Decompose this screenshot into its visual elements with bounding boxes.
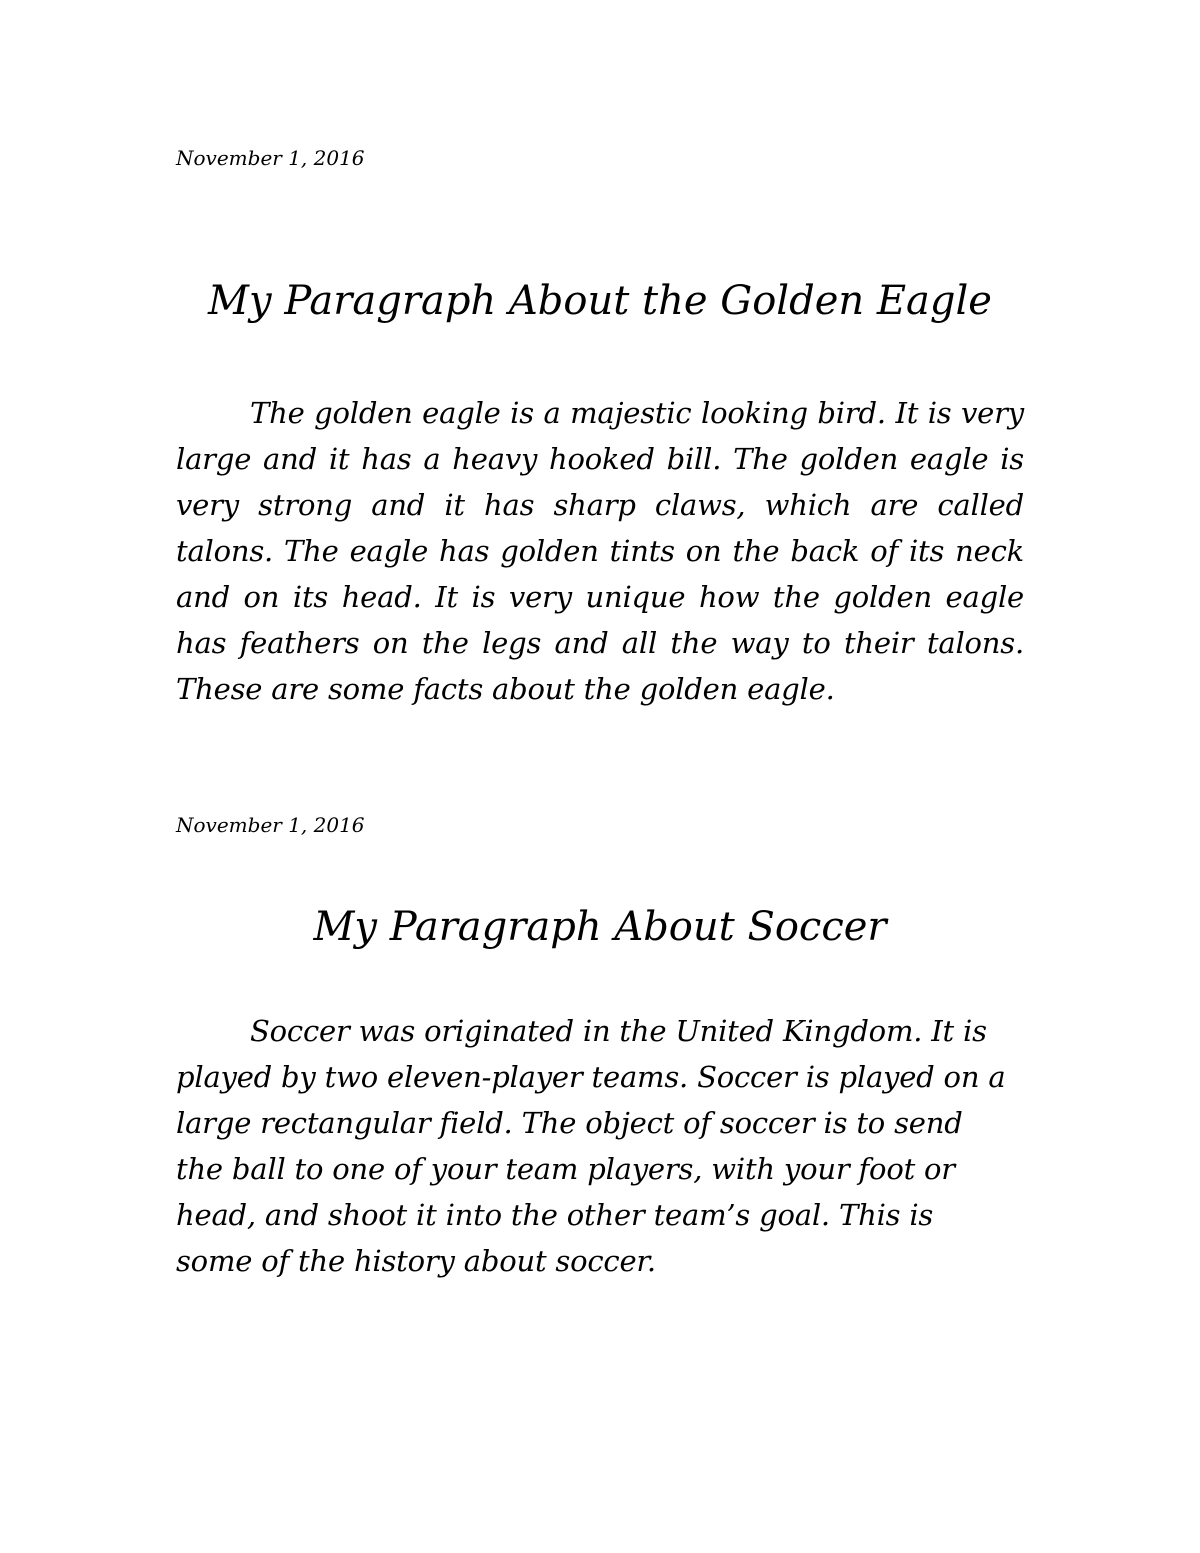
paragraph-title: My Paragraph About the Golden Eagle <box>208 278 992 324</box>
paragraph-title: My Paragraph About Soccer <box>313 904 887 950</box>
paragraph-body: Soccer was originated in the United Kingdom. It is played by two eleven-player teams. Soccer is played on a large rectangular field. The object of soccer is to send the ball to one of your team players, with your foot or head, and shoot it into the other team’s goal. This is some of the history about soccer. <box>176 1014 1006 1278</box>
date-line: November 1, 2016 <box>176 146 365 170</box>
date-line: November 1, 2016 <box>176 813 365 837</box>
paragraph-body: The golden eagle is a majestic looking bird. It is very large and it has a heavy hooked bill. The golden eagle is very strong and it has sharp claws, which are called talons. The eagle has golden tints on the back of its neck and on its head. It is very unique how the golden eagle has feathers on the legs and all the way to their talons. These are some facts about the golden eagle. <box>176 396 1024 706</box>
